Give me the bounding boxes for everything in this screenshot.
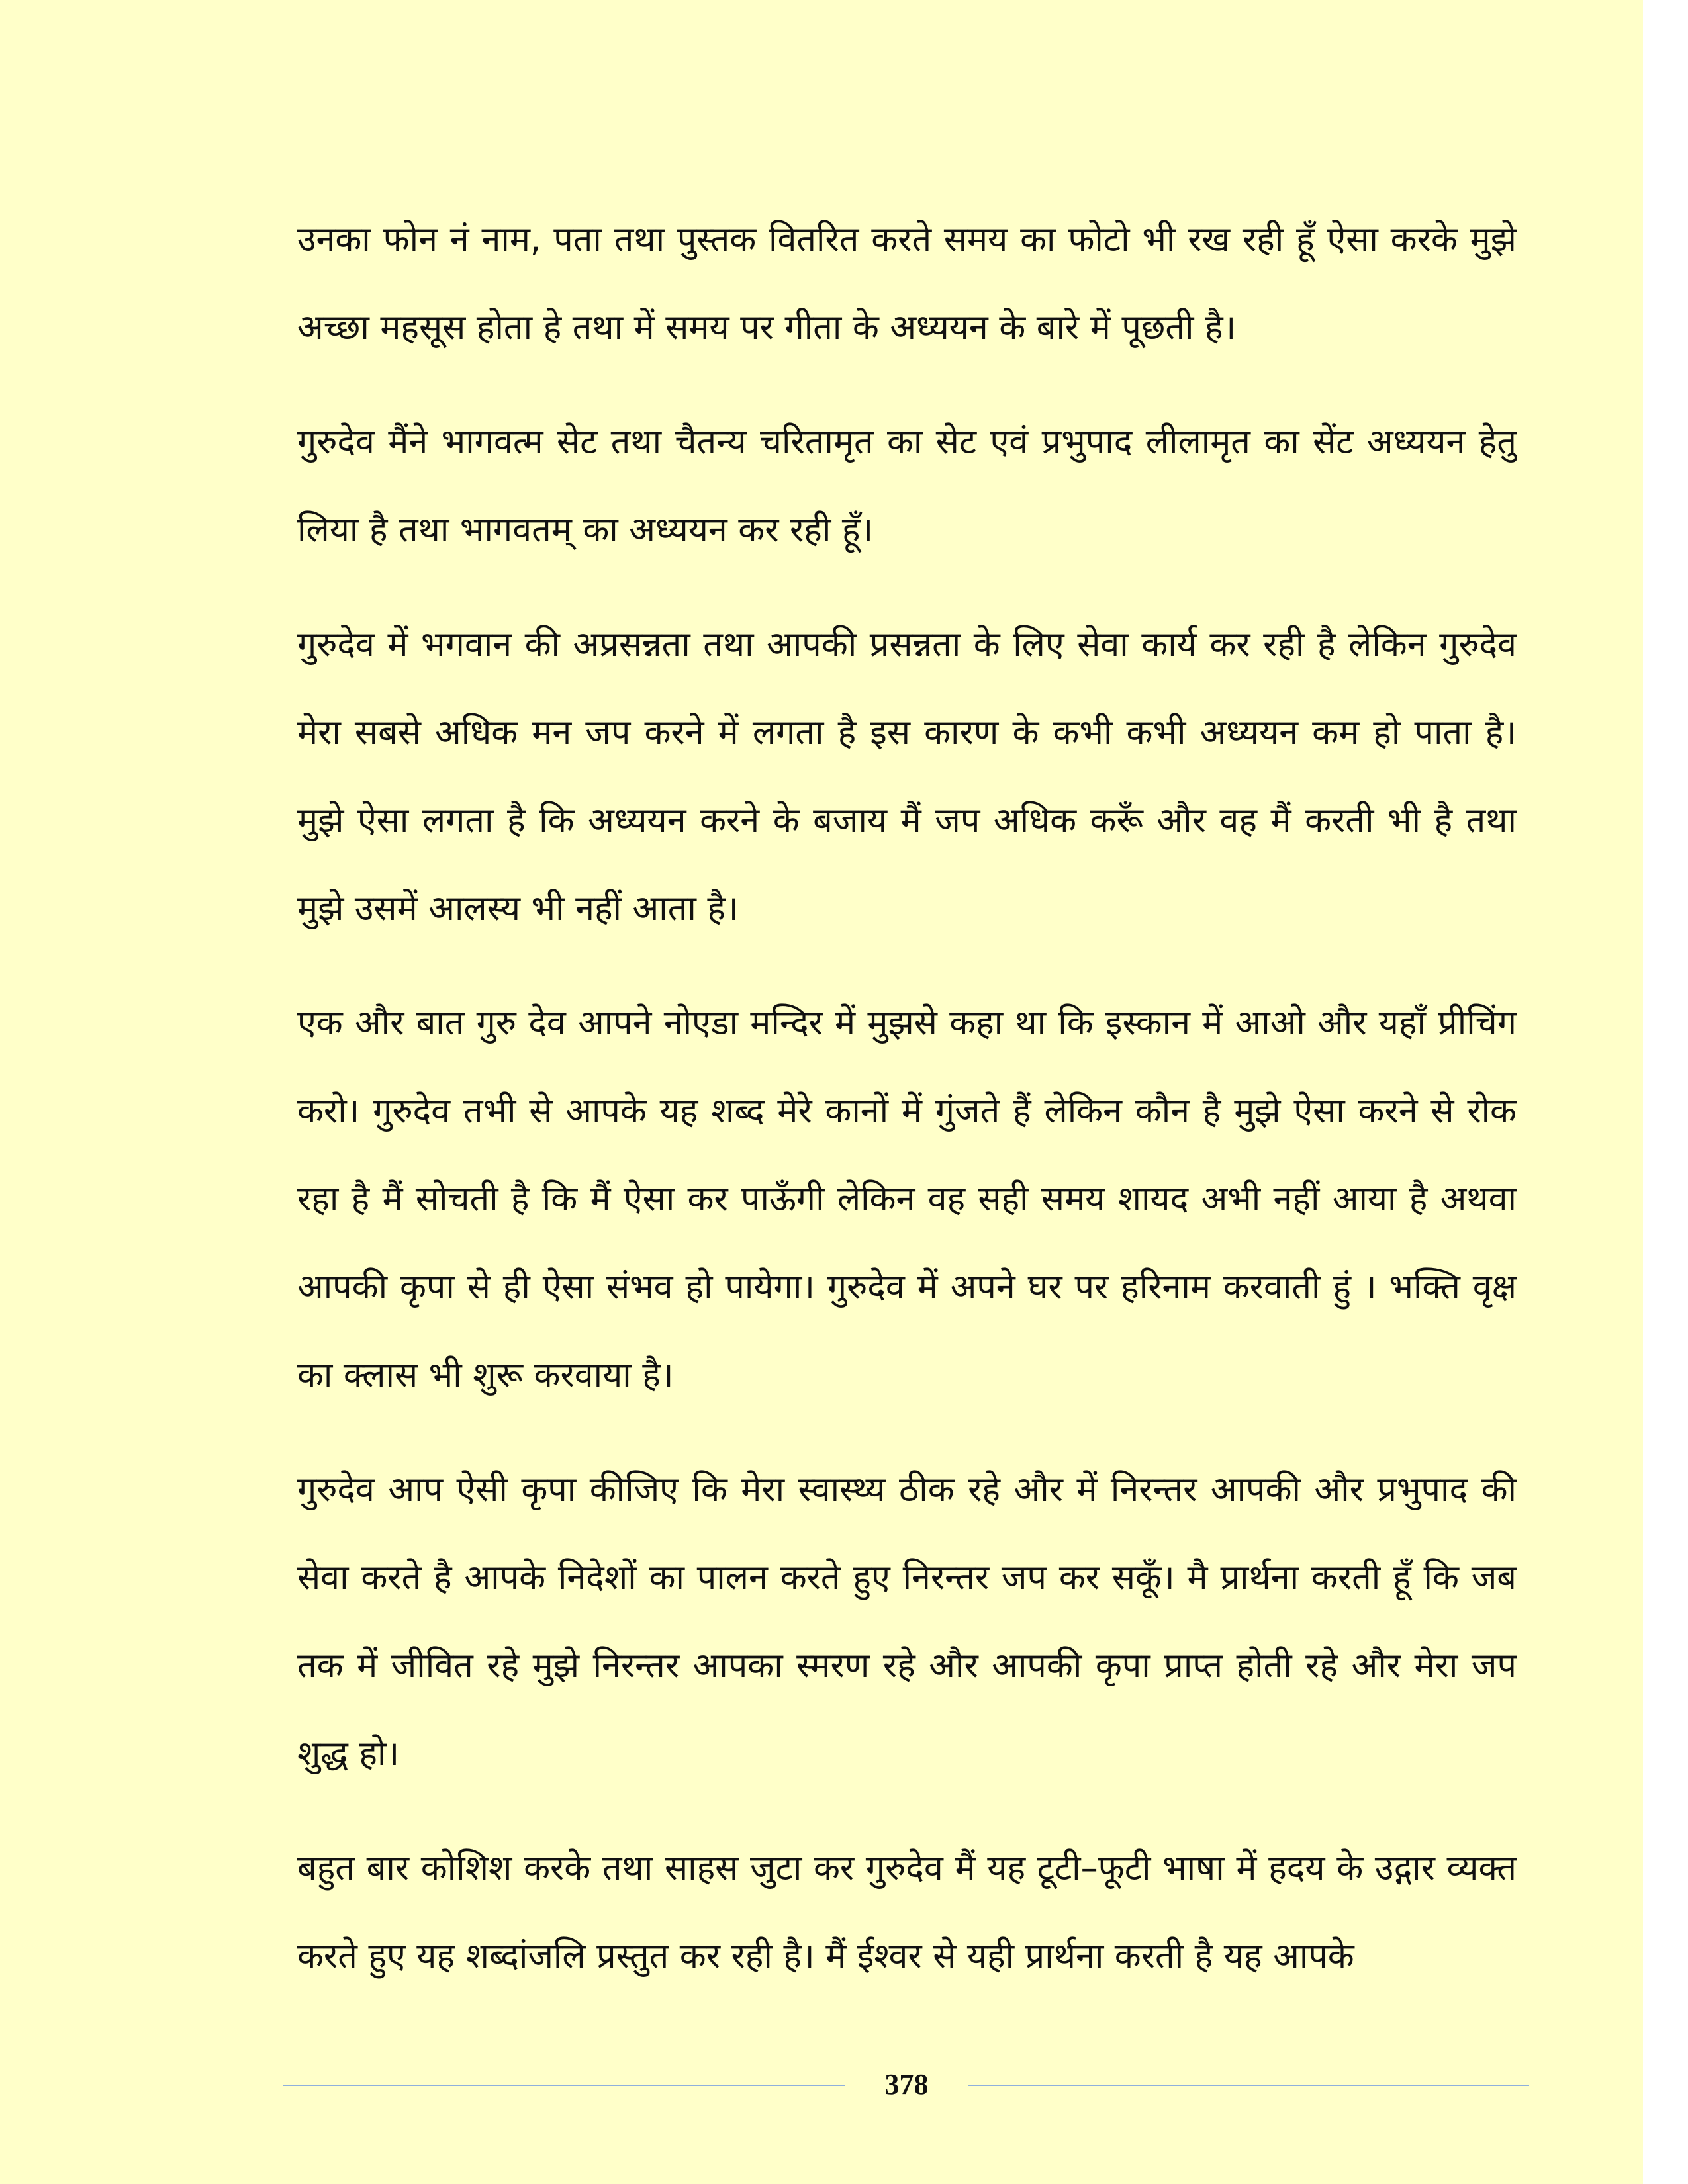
footer-rule-left [283,2085,845,2086]
page-number: 378 [884,2068,929,2101]
paragraph-5: गुरुदेव आप ऐसी कृपा कीजिए कि मेरा स्वास्थ्य ठीक रहे और में निरन्तर आपकी और प्रभुपाद की सेवा करते है आपके निदेशों का पालन करते हुए निरन्तर जप कर सकूँ। मै प्रार्थना करती हूँ कि जब तक में जीवित रहे मुझे निरन्तर आपका स्मरण रहे और आपकी कृपा प्राप्त होती रहे और मेरा जप शुद्ध हो। [297,1470,1517,1774]
paragraph-6: बहुत बार कोशिश करके तथा साहस जुटा कर गुरुदेव मैं यह टूटी–फूटी भाषा में हदय के उद्गार व्यक्त करते हुए यह शब्दांजलि प्रस्तुत कर रही है। मैं ईश्वर से यही प्रार्थना करती है यह आपके [297,1848,1517,1976]
paragraph-4: एक और बात गुरु देव आपने नोएडा मन्दिर में मुझसे कहा था कि इस्कान में आओ और यहाँ प्रीचिंग करो। गुरुदेव तभी से आपके यह शब्द मेरे कानों में गुंजते हैं लेकिन कौन है मुझे ऐसा करने से रोक रहा है मैं सोचती है कि मैं ऐसा कर पाऊँगी लेकिन वह सही समय शायद अभी नहीं आया है अथवा आपकी कृपा से ही ऐसा संभव हो पायेगा। गुरुदेव में अपने घर पर हरिनाम करवाती हुं । भक्ति वृक्ष का क्लास भी शुरू करवाया है। [297,1003,1517,1395]
body-text [297,196,1517,2027]
page-edge-margin [1643,0,1688,2184]
paragraph-1: उनका फोन नं नाम, पता तथा पुस्तक वितरित करते समय का फोटो भी रख रही हूँ ऐसा करके मुझे अच्छा महसूस होता हे तथा में समय पर गीता के अध्ययन के बारे में पूछती है। [297,220,1517,347]
footer-rule-right [968,2085,1529,2086]
paragraph-2: गुरुदेव मैंने भागवत्म सेट तथा चैतन्य चरितामृत का सेट एवं प्रभुपाद लीलामृत का सेंट अध्ययन हेतु लिया है तथा भागवतम् का अध्ययन कर रही हूँ। [297,422,1517,550]
paragraph-3: गुरुदेव में भगवान की अप्रसन्नता तथा आपकी प्रसन्नता के लिए सेवा कार्य कर रही है लेकिन गुरुदेव मेरा सबसे अधिक मन जप करने में लगता है इस कारण के कभी कभी अध्ययन कम हो पाता है। मुझे ऐसा लगता है कि अध्ययन करने के बजाय मैं जप अधिक करूँ और वह मैं करती भी है तथा मुझे उसमें आलस्य भी नहीं आता है। [297,625,1517,929]
